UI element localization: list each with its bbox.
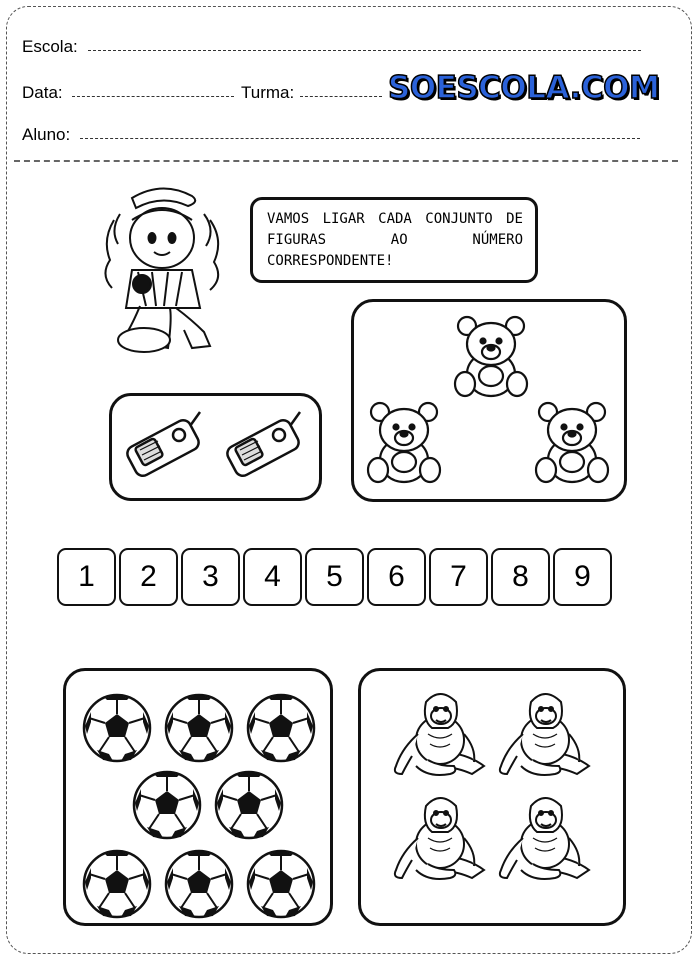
number-box-6[interactable]: 6 [367,548,426,606]
school-line[interactable] [88,50,641,51]
date-line[interactable] [72,96,234,97]
student-label: Aluno: [22,125,71,144]
number-row [57,548,612,606]
class-line[interactable] [300,96,382,97]
soccer-ball-icon [81,692,153,764]
instruction-box: VAMOS LIGAR CADA CONJUNTO DE FIGURAS AO NÚMERO CORRESPONDENTE! [250,197,538,283]
number-box-4[interactable]: 4 [243,548,302,606]
monkey-icon [493,786,593,882]
soccer-ball-icon [81,848,153,920]
soccer-ball-icon [163,692,235,764]
monkey-icon [388,682,488,778]
soescola-logo: SOESCOLA.COM [388,70,660,106]
soccer-ball-icon [213,769,285,841]
monkey-icon [388,786,488,882]
teddy-bear-icon [534,400,610,486]
soccer-ball-icon [245,692,317,764]
soccer-ball-icon [131,769,203,841]
teddy-bear-icon [366,400,442,486]
number-box-5[interactable]: 5 [305,548,364,606]
teddy-bear-icon [453,314,529,400]
number-box-1[interactable]: 1 [57,548,116,606]
number-box-2[interactable]: 2 [119,548,178,606]
walkie-talkie-icon [224,410,304,478]
student-line[interactable] [80,138,640,139]
number-box-3[interactable]: 3 [181,548,240,606]
number-box-9[interactable]: 9 [553,548,612,606]
girl-illustration-icon [92,180,232,356]
class-label: Turma: [241,83,295,102]
monkey-icon [493,682,593,778]
soccer-ball-icon [245,848,317,920]
date-label: Data: [22,83,63,102]
walkie-talkie-icon [124,410,204,478]
number-box-8[interactable]: 8 [491,548,550,606]
soccer-ball-icon [163,848,235,920]
school-label: Escola: [22,37,78,56]
number-box-7[interactable]: 7 [429,548,488,606]
header-divider [14,160,678,162]
